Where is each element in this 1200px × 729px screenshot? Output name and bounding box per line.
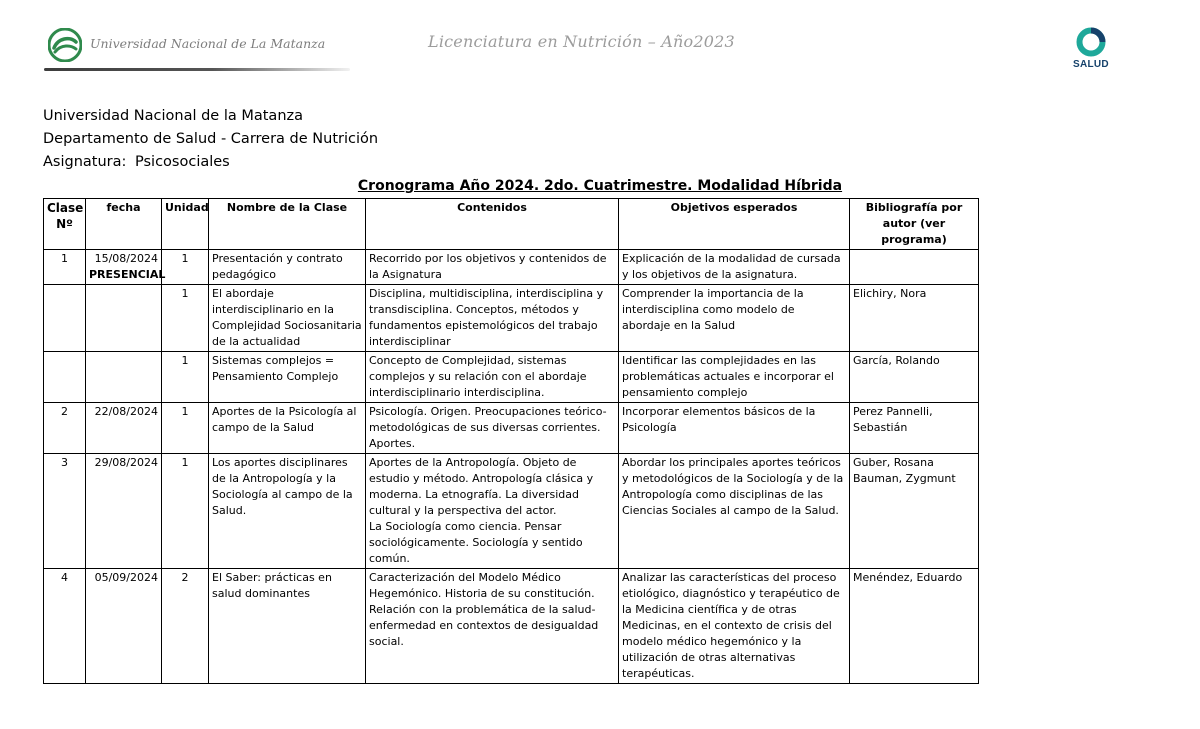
cell-bibliografia: [850, 250, 979, 285]
cell-unidad: 1: [162, 454, 209, 569]
cell-objetivos: Explicación de la modalidad de cursada y los objetivos de la asignatura.: [619, 250, 850, 285]
cell-nombre: El abordaje interdisciplinario en la Complejidad Sociosanitaria de la actualidad: [209, 285, 366, 352]
cell-bibliografia: García, Rolando: [850, 352, 979, 403]
cell-contenidos: Recorrido por los objetivos y contenidos de la Asignatura: [366, 250, 619, 285]
cell-contenidos-sociologia: La Sociología como ciencia. Pensar sociológicamente. Sociología y sentido común.: [369, 520, 583, 565]
cell-clase: 3: [44, 454, 86, 569]
cell-fecha: 05/09/2024: [86, 569, 162, 684]
cell-unidad: 1: [162, 352, 209, 403]
cell-contenidos: Disciplina, multidisciplina, interdisciplina y transdisciplina. Conceptos, métodos y fundamentos epistemológicos del trabajo interdisciplinar: [366, 285, 619, 352]
salud-logo-icon: [1075, 26, 1107, 58]
table-row: [44, 352, 979, 403]
cell-fecha: [86, 352, 162, 403]
cell-nombre: Sistemas complejos = Pensamiento Complejo: [209, 352, 366, 403]
cell-bibliografia: Perez Pannelli, Sebastián: [850, 403, 979, 454]
cell-fecha: 22/08/2024: [86, 403, 162, 454]
header-objetivos: Objetivos esperados: [619, 199, 850, 250]
table-row: [44, 285, 979, 352]
subject-line: [43, 154, 230, 170]
cell-contenidos-antropologia: Aportes de la Antropología. Objeto de estudio y método. Antropología clásica y moderna. La etnografía. La diversidad cultural y la perspectiva del actor.: [369, 456, 594, 517]
cell-clase: 4: [44, 569, 86, 684]
department-name: Departamento de Salud - Carrera de Nutrición: [43, 131, 379, 147]
university-logo-icon: [48, 28, 82, 62]
cell-fecha: [86, 285, 162, 352]
cell-objetivos: Identificar las complejidades en las problemáticas actuales e incorporar el pensamiento complejo: [619, 352, 850, 403]
cell-bibliografia: [850, 454, 979, 569]
cell-bibliografia: Menéndez, Eduardo: [850, 569, 979, 684]
cell-unidad: 1: [162, 285, 209, 352]
cell-nombre: Aportes de la Psicología al campo de la Salud: [209, 403, 366, 454]
salud-logo: [1070, 26, 1112, 72]
cell-contenidos: Caracterización del Modelo Médico Hegemónico. Historia de su constitución. Relación con la problemática de la salud-enfermedad en contextos de desigualdad social.: [366, 569, 619, 684]
cell-contenidos: [366, 454, 619, 569]
cell-contenidos: Concepto de Complejidad, sistemas complejos y su relación con el abordaje interdisciplinario interdisciplina.: [366, 352, 619, 403]
table-row: [44, 454, 979, 569]
header-unidad: Unidad: [162, 199, 209, 250]
cell-objetivos: Incorporar elementos básicos de la Psicología: [619, 403, 850, 454]
university-logo-text: Universidad Nacional de La Matanza: [90, 36, 326, 51]
header-underline: [44, 68, 350, 71]
header-clase: Clase Nº: [44, 199, 86, 250]
cell-clase: 1: [44, 250, 86, 285]
cell-fecha-modalidad: PRESENCIAL: [89, 268, 166, 281]
cell-fecha-date: 15/08/2024: [94, 252, 158, 265]
table-row: [44, 569, 979, 684]
cell-clase: [44, 352, 86, 403]
cell-objetivos: Analizar las características del proceso etiológico, diagnóstico y terapéutico de la Medicina científica y de otras Medicinas, en el contexto de crisis del modelo médico hegemónico y la utilización de otras alternativas terapéuticas.: [619, 569, 850, 684]
cell-fecha: 29/08/2024: [86, 454, 162, 569]
cell-objetivos: Comprender la importancia de la interdisciplina como modelo de abordaje en la Salud: [619, 285, 850, 352]
program-title: Licenciatura en Nutrición – Año2023: [428, 32, 735, 51]
cell-fecha: [86, 250, 166, 285]
cell-unidad: 1: [162, 250, 209, 285]
subject-label: Asignatura:: [43, 154, 127, 170]
cell-nombre: El Saber: prácticas en salud dominantes: [209, 569, 366, 684]
cell-nombre: Presentación y contrato pedagógico: [209, 250, 366, 285]
schedule-table: [43, 198, 979, 684]
table-row: [44, 403, 979, 454]
cell-contenidos: Psicología. Origen. Preocupaciones teórico-metodológicas de sus diversas corrientes. Aportes.: [366, 403, 619, 454]
cell-clase: 2: [44, 403, 86, 454]
cell-clase: [44, 285, 86, 352]
table-header-row: [44, 199, 979, 250]
cell-unidad: 1: [162, 403, 209, 454]
cell-nombre: Los aportes disciplinares de la Antropología y la Sociología al campo de la Salud.: [209, 454, 366, 569]
university-logo: [44, 24, 354, 74]
header-nombre: Nombre de la Clase: [209, 199, 366, 250]
cell-bibliografia: Elichiry, Nora: [850, 285, 979, 352]
cell-bibliografia-author-2: Bauman, Zygmunt: [853, 472, 956, 485]
header-contenidos: Contenidos: [366, 199, 619, 250]
cell-unidad: 2: [162, 569, 209, 684]
header-bibliografia: Bibliografía por autor (ver programa): [850, 199, 979, 250]
table-row: [44, 250, 979, 285]
salud-logo-text: SALUD: [1073, 59, 1109, 70]
header-fecha: fecha: [86, 199, 162, 250]
cell-objetivos: Abordar los principales aportes teóricos y metodológicos de la Sociología y de la Antropología como disciplinas de las Ciencias Sociales al campo de la Salud.: [619, 454, 850, 569]
document-title: Cronograma Año 2024. 2do. Cuatrimestre. Modalidad Híbrida: [357, 178, 843, 194]
university-name: Universidad Nacional de la Matanza: [43, 108, 304, 124]
subject-value: Psicosociales: [135, 154, 230, 170]
cell-bibliografia-author-1: Guber, Rosana: [853, 456, 934, 469]
